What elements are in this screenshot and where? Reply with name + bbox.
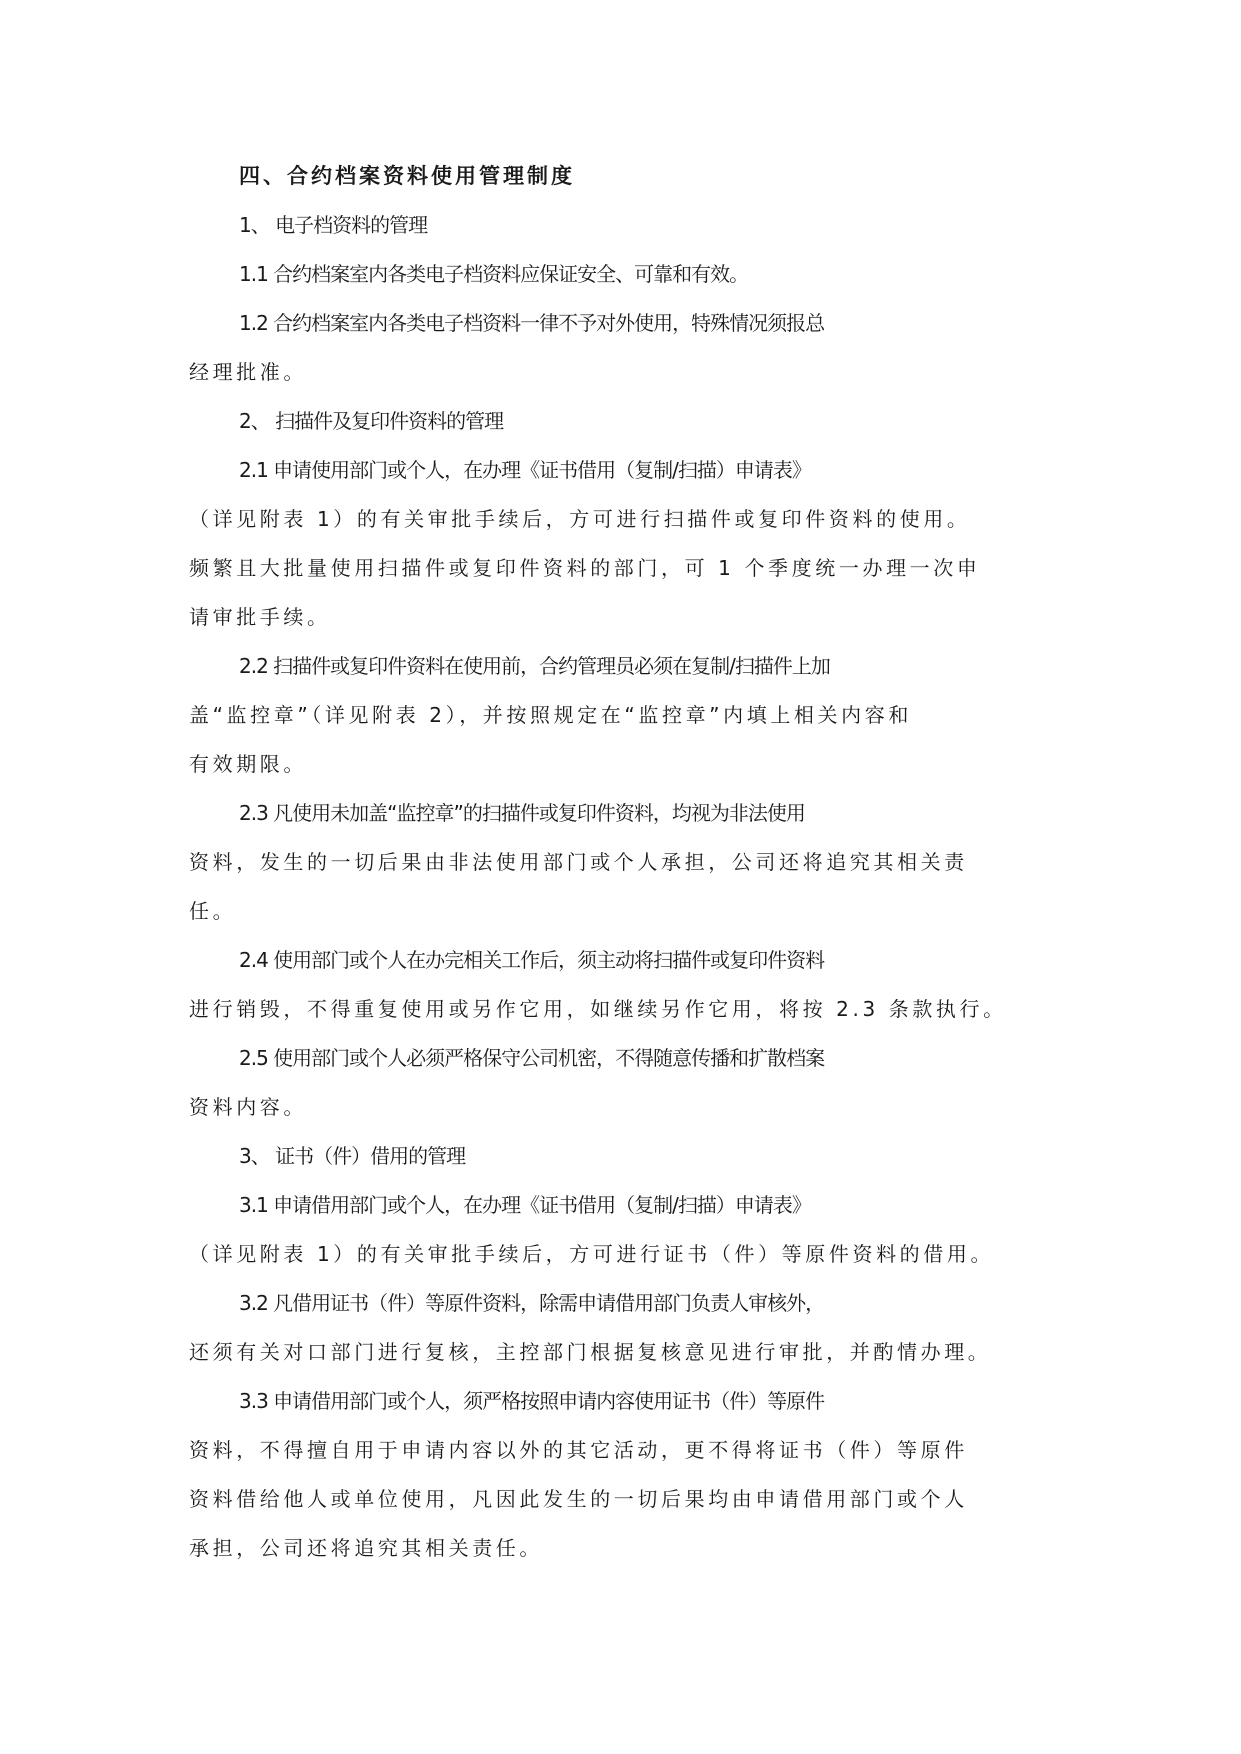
paragraph: [189, 397, 1051, 446]
paragraph-line: 2、 扫描件及复印件资料的管理: [239, 409, 504, 433]
paragraph-list: [189, 201, 1051, 1573]
paragraph-line: 3.1 申请借用部门或个人，在办理《证书借用（复制/扫描）申请表》: [239, 1193, 811, 1217]
paragraph: [189, 299, 1051, 397]
paragraph: [189, 1132, 1051, 1181]
paragraph-line: 2.3 凡使用未加盖“监控章”的扫描件或复印件资料，均视为非法使用: [239, 801, 805, 825]
paragraph-line: 盖“监控章”（详见附表 2），并按照规定在“监控章”内填上相关内容和: [189, 703, 912, 727]
paragraph-line: 3、 证书（件）借用的管理: [239, 1144, 466, 1168]
paragraph: [189, 1181, 1051, 1279]
paragraph-line: 还须有关对口部门进行复核，主控部门根据复核意见进行审批，并酌情办理。: [189, 1340, 992, 1364]
paragraph-line: 进行销毁，不得重复使用或另作它用，如继续另作它用，将按 2.3 条款执行。: [189, 997, 1007, 1021]
paragraph-line: 2.1 申请使用部门或个人，在办理《证书借用（复制/扫描）申请表》: [239, 458, 811, 482]
paragraph-line: 3.3 申请借用部门或个人，须严格按照申请内容使用证书（件）等原件: [239, 1389, 825, 1413]
paragraph-line: （详见附表 1）的有关审批手续后，方可进行证书（件）等原件资料的借用。: [189, 1242, 995, 1266]
paragraph: [189, 1377, 1051, 1573]
paragraph-line: 资料，不得擅自用于申请内容以外的其它活动，更不得将证书（件）等原件: [189, 1438, 968, 1462]
paragraph-line: 任。: [189, 899, 237, 923]
paragraph-line: （详见附表 1）的有关审批手续后，方可进行扫描件或复印件资料的使用。: [189, 507, 971, 531]
paragraph-line: 承担，公司还将追究其相关责任。: [189, 1536, 543, 1560]
paragraph-line: 资料，发生的一切后果由非法使用部门或个人承担，公司还将追究其相关责: [189, 850, 968, 874]
paragraph-line: 1.2 合约档案室内各类电子档资料一律不予对外使用，特殊情况须报总: [239, 311, 825, 335]
paragraph: [189, 1034, 1051, 1132]
document-body: [189, 152, 1051, 1573]
paragraph: [189, 642, 1051, 789]
paragraph-line: 频繁且大批量使用扫描件或复印件资料的部门，可 1 个季度统一办理一次申: [189, 556, 981, 580]
paragraph-line: 请审批手续。: [189, 605, 331, 629]
paragraph-line: 资料内容。: [189, 1095, 307, 1119]
paragraph-line: 1.1 合约档案室内各类电子档资料应保证安全、可靠和有效。: [239, 262, 749, 286]
paragraph-line: 3.2 凡借用证书（件）等原件资料，除需申请借用部门负责人审核外，: [239, 1291, 825, 1315]
paragraph: [189, 250, 1051, 299]
paragraph-line: 有效期限。: [189, 752, 307, 776]
paragraph-line: 2.4 使用部门或个人在办完相关工作后，须主动将扫描件或复印件资料: [239, 948, 825, 972]
paragraph: [189, 1279, 1051, 1377]
paragraph-line: 资料借给他人或单位使用，凡因此发生的一切后果均由申请借用部门或个人: [189, 1487, 968, 1511]
paragraph-line: 2.2 扫描件或复印件资料在使用前，合约管理员必须在复制/扫描件上加: [239, 654, 830, 678]
paragraph-line: 经理批准。: [189, 360, 307, 384]
paragraph: [189, 201, 1051, 250]
paragraph-line: 1、 电子档资料的管理: [239, 213, 428, 237]
paragraph: [189, 446, 1051, 642]
paragraph-line: 2.5 使用部门或个人必须严格保守公司机密，不得随意传播和扩散档案: [239, 1046, 825, 1070]
paragraph: [189, 789, 1051, 936]
paragraph: [189, 936, 1051, 1034]
section-title: 四、合约档案资料使用管理制度: [239, 164, 575, 188]
